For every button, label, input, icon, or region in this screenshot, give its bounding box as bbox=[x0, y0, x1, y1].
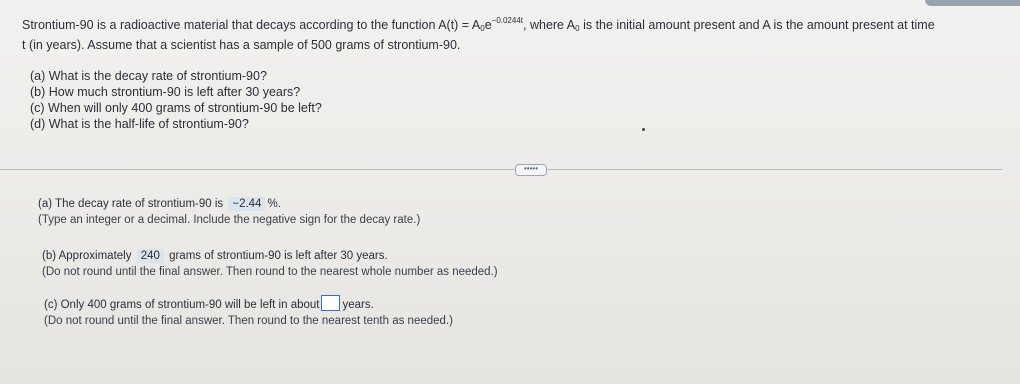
question-line-2: t (in years). Assume that a scientist has a sample of 500 grams of strontium-90. bbox=[22, 38, 461, 52]
answer-b-input[interactable]: 240 bbox=[137, 249, 164, 263]
answer-b-instruction: (Do not round until the final answer. Then round to the nearest whole number as needed.) bbox=[42, 266, 498, 278]
question-part-c: (c) When will only 400 grams of strontium-90 be left? bbox=[30, 101, 322, 115]
question-part-a: (a) What is the decay rate of strontium-90? bbox=[30, 69, 267, 83]
question-part-d: (d) What is the half-life of strontium-90? bbox=[30, 117, 249, 131]
answer-a-input[interactable]: −2.44 bbox=[228, 197, 265, 211]
answer-a-instruction: (Type an integer or a decimal. Include the negative sign for the decay rate.) bbox=[38, 214, 421, 226]
question-line-1: Strontium-90 is a radioactive material that decays according to the function $A(t) = A_0e^{-0.0244t}$, where $A_0$ is the initial amount present and A is the amount present at time bbox=[22, 16, 935, 33]
question-parts-list bbox=[30, 68, 322, 132]
top-bar-fragment bbox=[925, 0, 1020, 6]
expand-more-button[interactable]: ••••• bbox=[515, 164, 547, 176]
answer-a: (a) The decay rate of strontium-90 is −2.44 %. (Type an integer or a decimal. Include the negative sign for the decay rate.) bbox=[38, 198, 421, 226]
question-text bbox=[22, 12, 1012, 54]
decay-formula: $A(t) = A_0e^{-0.0244t}$ bbox=[438, 16, 524, 33]
answer-c: (c) Only 400 grams of strontium-90 will be left in about years. (Do not round until the final answer. Then round to the nearest tenth as needed.) bbox=[44, 295, 453, 329]
answer-c-instruction: (Do not round until the final answer. Then round to the nearest tenth as needed.) bbox=[44, 315, 453, 327]
cursor-speck bbox=[642, 128, 645, 131]
answer-b: (b) Approximately 240 grams of strontium-90 is left after 30 years. (Do not round until the final answer. Then round to the nearest whole number as needed.) bbox=[42, 250, 498, 278]
question-part-b: (b) How much strontium-90 is left after 30 years? bbox=[30, 85, 301, 99]
section-divider bbox=[0, 169, 1002, 170]
answer-c-input[interactable] bbox=[321, 295, 340, 311]
